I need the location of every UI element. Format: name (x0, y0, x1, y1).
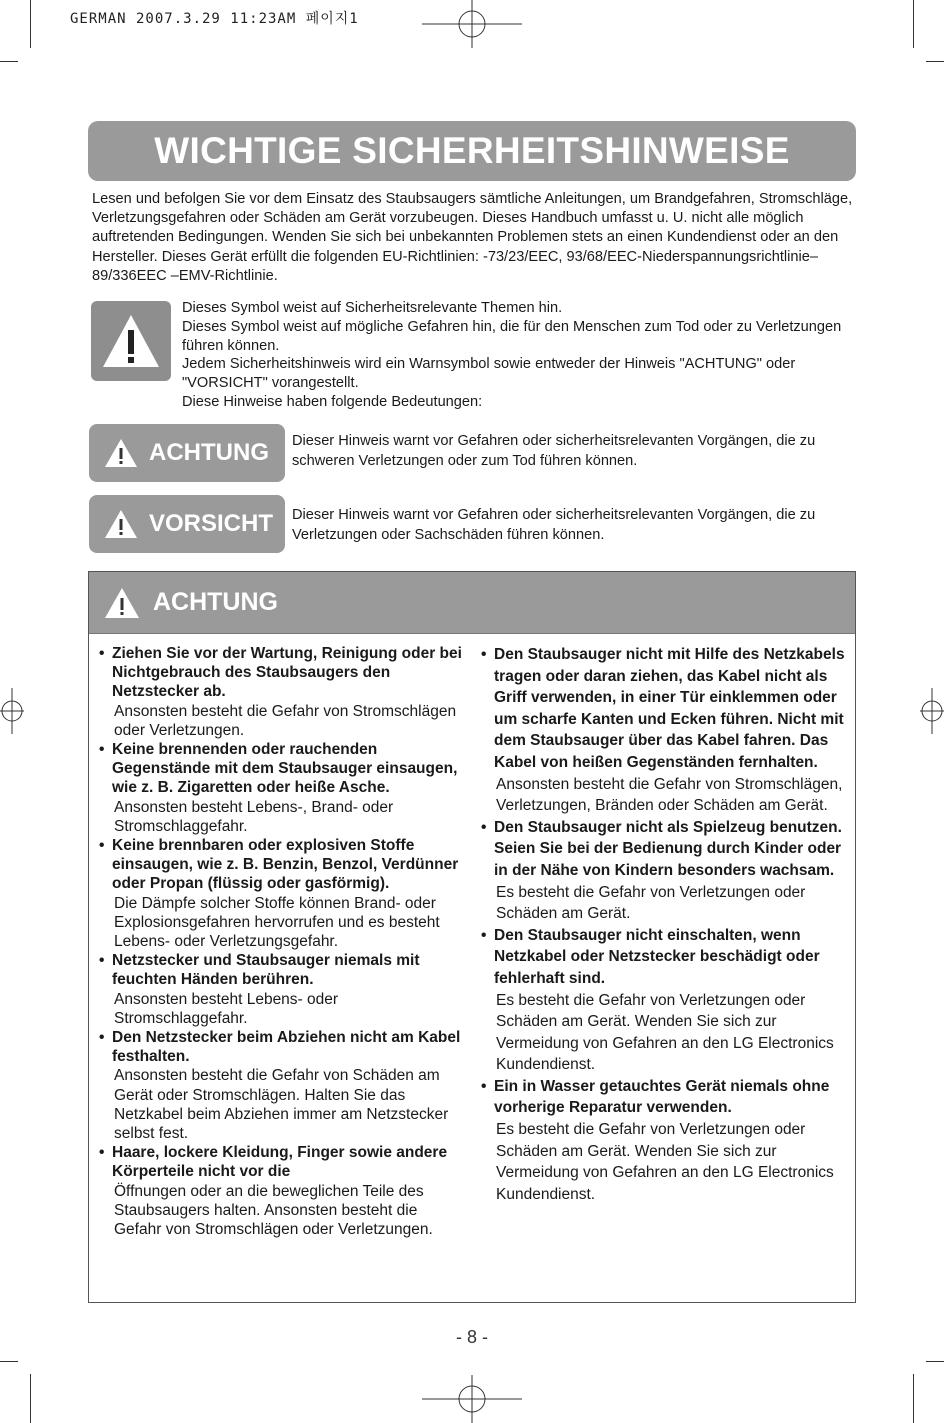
item-body: Ansonsten besteht Lebens-, Brand- oder Stromschlaggefahr. (114, 798, 394, 835)
list-item (481, 644, 847, 817)
list-item (99, 1028, 469, 1143)
bullet: • (99, 741, 105, 759)
warning-symbol (91, 301, 171, 381)
crop-mark (0, 61, 18, 62)
item-heading: Haare, lockere Kleidung, Finger sowie andere Körperteile nicht vor die (112, 1144, 448, 1181)
registration-mark-icon (0, 688, 24, 734)
item-body: Es besteht die Gefahr von Verletzungen oder Schäden am Gerät. Wenden Sie sich zur Vermeidung von Gefahren an den LG Electronics Kundendienst. (496, 991, 834, 1074)
bullet: • (481, 926, 487, 944)
item-heading: Den Staubsauger nicht einschalten, wenn Netzkabel oder Netzstecker beschädigt oder fehlerhaft sind. (494, 926, 820, 987)
symbol-line: Dieses Symbol weist auf mögliche Gefahren hin, die für den Menschen zum Tod oder zu Verletzungen führen können. (182, 318, 842, 354)
warning-triangle-icon (103, 508, 139, 540)
registration-mark-icon (920, 688, 944, 734)
warning-triangle-icon (103, 437, 139, 469)
crop-mark (30, 0, 31, 48)
item-heading: Netzstecker und Staubsauger niemals mit feuchten Händen berühren. (112, 952, 420, 989)
page-title: WICHTIGE SICHERHEITSHINWEISE (154, 130, 790, 171)
symbol-line: Diese Hinweise haben folgende Bedeutungen: (182, 393, 483, 410)
item-body: Öffnungen oder an die beweglichen Teile des Staubsaugers halten. Ansonsten besteht die Gefahr von Stromschlägen oder Verletzungen. (114, 1182, 433, 1239)
item-body: Die Dämpfe solcher Stoffe können Brand- oder Explosionsgefahren hervorrufen und es besteht Lebens- oder Verletzungsgefahr. (114, 894, 440, 951)
bullet: • (99, 1029, 105, 1047)
achtung-label-box (89, 424, 285, 482)
bullet: • (99, 837, 105, 855)
bullet: • (481, 646, 487, 663)
item-body: Ansonsten besteht die Gefahr von Stromschlägen, Verletzungen, Bränden oder Schäden am Gerät. (496, 775, 843, 815)
item-body: Ansonsten besteht Lebens- oder Stromschlaggefahr. (114, 990, 339, 1027)
bullet: • (99, 645, 105, 662)
list-item (481, 1076, 847, 1206)
symbol-line: Jedem Sicherheitshinweis wird ein Warnsymbol sowie entweder der Hinweis "ACHTUNG" oder "VORSICHT" vorangestellt. (182, 356, 796, 392)
vorsicht-description: Dieser Hinweis warnt vor Gefahren oder sicherheitsrelevanten Vorgängen, die zu Verletzungen oder Sachschäden führen können. (292, 507, 816, 543)
registration-mark-icon (422, 0, 522, 48)
bullet: • (481, 818, 487, 836)
crop-mark (913, 0, 914, 48)
symbol-explanation (182, 299, 852, 412)
warning-triangle-icon (103, 586, 141, 620)
bullet: • (99, 1144, 105, 1162)
bullet: • (481, 1077, 487, 1095)
crop-mark (0, 1361, 18, 1362)
list-item (99, 836, 469, 951)
item-body: Ansonsten besteht die Gefahr von Stromschlägen oder Verletzungen. (114, 702, 457, 739)
achtung-label: ACHTUNG (149, 439, 269, 466)
item-body: Es besteht die Gefahr von Verletzungen oder Schäden am Gerät. Wenden Sie sich zur Vermeidung von Gefahren an den LG Electronics Kundendienst. (496, 1121, 834, 1203)
left-column (99, 644, 469, 1239)
item-heading: Den Netzstecker beim Abziehen nicht am Kabel festhalten. (112, 1029, 461, 1066)
item-heading: Den Staubsauger nicht mit Hilfe des Netzkabels tragen oder daran ziehen, das Kabel nicht als Griff verwenden, in einer Tür einklemmen oder um scharfe Kanten und Ecken führen. Nicht mit dem Staubsauger über das Kabel fahren. Das Kabel von heißen Gegenständen fernhalten. (494, 646, 845, 771)
print-header: GERMAN 2007.3.29 11:23AM 페이지1 (70, 11, 359, 27)
vorsicht-label-box (89, 495, 285, 553)
item-heading: Ein in Wasser getauchtes Gerät niemals ohne vorherige Reparatur verwenden. (494, 1077, 830, 1117)
vorsicht-label: VORSICHT (149, 510, 274, 537)
list-item (99, 740, 469, 836)
bullet: • (99, 952, 105, 970)
crop-mark (926, 61, 944, 62)
symbol-line: Dieses Symbol weist auf Sicherheitsrelevante Themen hin. (182, 300, 563, 316)
list-item (99, 1143, 469, 1239)
list-item (481, 817, 847, 925)
warning-exclamation-icon (100, 312, 162, 370)
crop-mark (30, 1374, 31, 1423)
panel-heading: ACHTUNG (153, 588, 278, 616)
list-item (99, 951, 469, 1028)
achtung-description: Dieser Hinweis warnt vor Gefahren oder sicherheitsrelevanten Vorgängen, die zu schweren Verletzungen oder zum Tod führen können. (292, 433, 816, 469)
item-heading: Ziehen Sie vor der Wartung, Reinigung oder bei Nichtgebrauch des Staubsaugers den Netzstecker ab. (112, 645, 462, 701)
crop-mark (913, 1374, 914, 1423)
item-body: Es besteht die Gefahr von Verletzungen oder Schäden am Gerät. (496, 883, 806, 923)
panel-header (89, 572, 855, 634)
achtung-panel (88, 571, 856, 1303)
list-item (99, 644, 469, 740)
page-number: - 8 - (455, 1327, 488, 1347)
right-column (481, 644, 847, 1205)
intro-paragraph: Lesen und befolgen Sie vor dem Einsatz des Staubsaugers sämtliche Anleitungen, um Brandgefahren, Stromschläge, Verletzungsgefahren oder Schäden am Gerät vorzubeugen. Dieses Handbuch umfasst u. U. nicht alle möglich auftretenden Bedingungen. Wenden Sie sich bei unbekannten Problemen stets an einen Kundendienst oder an den Hersteller. Dieses Gerät erfüllt die folgenden EU-Richtlinien: -73/23/EEC, 93/68/EEC-Niederspannungsrichtlinie–89/336EEC –EMV-Richtlinie. (92, 191, 853, 284)
item-body: Ansonsten besteht die Gefahr von Schäden am Gerät oder Stromschlägen. Halten Sie das Netzkabel beim Abziehen immer am Netzstecker selbst fest. (114, 1067, 449, 1143)
item-heading: Den Staubsauger nicht als Spielzeug benutzen. Seien Sie bei der Bedienung durch Kinder oder in der Nähe von Kindern besonders wachsam. (494, 818, 842, 879)
crop-mark (926, 1361, 944, 1362)
item-heading: Keine brennbaren oder explosiven Stoffe einsaugen, wie z. B. Benzin, Benzol, Verdünner oder Propan (flüssig oder gasförmig). (112, 837, 459, 893)
title-banner (88, 121, 856, 181)
registration-mark-icon (422, 1375, 522, 1423)
item-heading: Keine brennenden oder rauchenden Gegenstände mit dem Staubsauger einsaugen, wie z. B. Zigaretten oder heiße Asche. (112, 741, 458, 797)
list-item (481, 925, 847, 1076)
